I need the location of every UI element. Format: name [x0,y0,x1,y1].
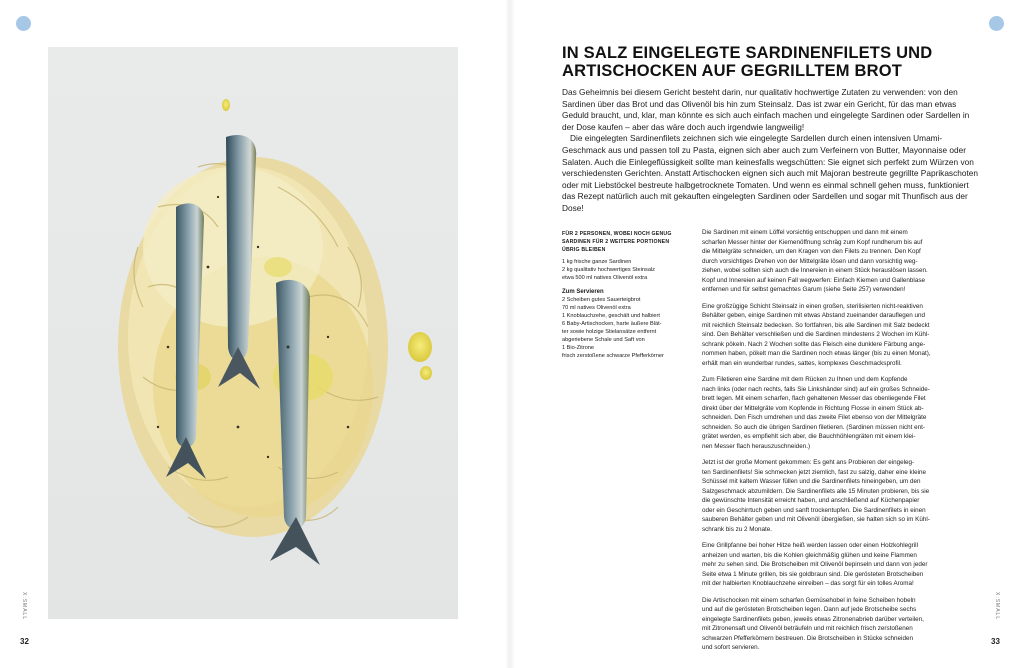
recipe-title-line: IN SALZ EINGELEGTE SARDINENFILETS UND [562,44,933,62]
method-line: ziehen, wobei sollten sich auch die Innereien in einem Stück herauslösen lassen. [702,267,928,274]
recipe-intro [562,87,980,215]
left-corner-dot [16,16,31,31]
method-paragraph [702,596,977,653]
method-line: direkt über der Mittelgräte vom Kopfende in Richtung Flosse in einem Stück ab- [702,404,924,412]
left-page-number: 32 [20,637,29,646]
method-line: Kopf und Innereien auf keinen Fall wegwerfen: Einfach Kiemen und Gallenblase [702,276,925,284]
method-line: Seite etwa 1 Minute grillen, bis sie goldbraun sind. Die gerösteten Brotscheiben [702,570,924,578]
method-line: Eine Grillpfanne bei hoher Hitze heiß werden lassen oder einen Holzkohlegrill [702,542,918,549]
method-line: nach links (oder nach rechts, falls Sie Linkshänder sind) auf ein großes Schneide- [702,385,930,393]
ingredient-item: 1 Knoblauchzehe, geschält und halbiert [562,313,660,319]
method-line: die Mittelgräte schneiden, um den Kragen von den Filets zu trennen. Den Kopf [702,248,921,255]
method-line: und auf die gerösteten Brotscheiben legen. Dann auf jede Brotscheibe sechs [702,606,917,613]
ingredient-item: 1 kg frische ganze Sardinen [562,259,632,265]
ingredient-item: 2 Scheiben gutes Sauerteigbrot [562,297,641,303]
method-line: sauberen Behälter geben und mit Olivenöl übergießen, sie halten sich so im Kühl- [702,516,930,523]
method-line: mit der halbierten Knoblauchzehe einreiben – das sorgt für ein tolles Aroma! [702,580,914,587]
method-line: schrank bis zu 2 Monate. [702,525,773,533]
method-line: eingelegte Sardinenfilets geben, jeweils etwas Zitronenabrieb darüber verteilen, [702,615,924,623]
method-line: schrank pökeln. Nach 2 Wochen sollte das Fleisch eine dunklere Färbung ange- [702,340,926,348]
method-line: brett legen. Mit einem scharfen, flach gehaltenen Messer das obenliegende Filet [702,395,926,402]
sardine-dish-photo [48,47,458,619]
method-line: durch vorsichtiges Drehen von der Mittelgräte lösen und dann vorsichtig weg- [702,257,918,265]
serving-ingredients [562,288,687,360]
method-line: mit reichlich Steinsalz bedecken. So fortfahren, bis alle Sardinen mit Salz bedeckt [702,321,930,329]
right-side-label: X:SMALL [994,592,1000,621]
method-paragraph [702,458,977,534]
method-line: ten Sardinenfilets! Sie schmecken jetzt ziemlich, fast zu salzig, daher eine kleine [702,468,927,476]
method-line: und sofort servieren. [702,644,760,651]
intro-paragraph: Die eingelegten Sardinenfilets zeichnen sich wie eingelegte Sardellen durch einen intensiven Umami-Geschmack aus und passen toll zu Pasta, eignen sich aber auch zum Verfeinern von Butter, Mayonnaise oder Salaten. Auch die Einlegeflüssigkeit sollte man keinesfalls wegschütten: Sie eignet sich perfekt zum Würzen von verschiedensten Gerichten. Anstatt Artischocken eignen sich auch mit Majoran bestreute gegrillte Paprikaschoten oder mit Liebstöckel bestreute halbgetrocknete Tomaten. Und wenn es einmal schnell gehen muss, funktioniert das Rezept natürlich auch mit gekauften eingelegten Sardinen oder Sardellen und sogar mit Thunfisch aus der Dose! [562,133,978,213]
ingredient-item: 70 ml natives Olivenöl extra [562,305,631,311]
serving-subheading: Zum Servieren [562,289,604,295]
ingredient-item: 1 Bio-Zitrone [562,345,595,351]
photo-illustration [48,47,458,619]
right-corner-dot [989,16,1004,31]
method-line: schneiden. So auch die übrigen Sardinen filetieren. (Sardinen müssen nicht ent- [702,423,925,431]
method-line: nommen haben, pökelt man die Sardinen noch etwas länger (bis zu einen Monat), [702,350,931,357]
recipe-title-line: ARTISCHOCKEN AUF GEGRILLTEM BROT [562,62,903,80]
method-paragraph [702,541,977,589]
ingredient-item: frisch zerstoßene schwarze Pfefferkörner [562,353,664,359]
servings-heading-line: SARDINEN FÜR 2 WEITERE PORTIONEN [562,239,670,245]
method-line: schwarzen Pfefferkörnern bestreuen. Die Brotscheiben in Stücke schneiden [702,634,913,642]
method-line: Jetzt ist der große Moment gekommen: Es geht ans Probieren der eingeleg- [702,459,915,466]
intro-paragraph: Das Geheimnis bei diesem Gericht besteht darin, nur qualitativ hochwertige Zutaten zu verwenden: von den Sardinen über das Brot und das Olivenöl bis hin zum Steinsalz. Das ist zwar ein Gericht, für das man etwas Geduld braucht, und, klar, man könnte es sich auch einfach machen und eingelegte Sardinen oder Sardellen in der Dose kaufen – aber das wäre doch auch irgendwie langweilig! [562,87,970,132]
method-line: entfernen und für selbst gemachtes Garum (siehe Seite 257) verwenden! [702,286,906,293]
method-line: die gewünschte Intensität erreicht haben, und anschließend auf Küchenpapier [702,497,920,504]
method-line: Die Artischocken mit einem scharfen Gemüsehobel in feine Scheiben hobeln [702,596,916,604]
ingredients-list [562,230,687,360]
method-line: mit Zitronensaft und Olivenöl beträufeln und mit reichlich frisch zerstoßenen [702,625,913,632]
method-line: oder ein Geschirrtuch geben und sanft trockentupfen. Die Sardinenfilets in einen [702,506,926,514]
recipe-title [562,44,992,80]
method-line: Die Sardinen mit einem Löffel vorsichtig entschuppen und dann mit einem [702,229,908,236]
method-line: sind. Den Behälter verschließen und die Sardinen mindestens 2 Wochen im Kühl- [702,331,930,338]
servings-heading-line: ÜBRIG BLEIBEN [562,247,606,253]
ingredient-item: 2 kg qualitativ hochwertiges Steinsalz [562,267,655,273]
method-paragraph [702,375,977,451]
ingredient-item: 6 Baby-Artischocken, harte äußere Blät- [562,321,662,327]
method-line: nen Messer flach herauszuschneiden.) [702,442,811,450]
left-side-label: X:SMALL [21,592,27,621]
ingredient-item: ter sowie holzige Stielansätze entfernt [562,329,657,335]
method-line: Zum Filetieren eine Sardine mit dem Rücken zu Ihnen und dem Kopfende [702,376,908,383]
method-line: Eine großzügige Schicht Steinsalz in einen großen, sterilisierten nicht-reaktiven [702,302,923,310]
recipe-method [702,228,977,660]
ingredient-item: etwa 500 ml natives Olivenöl extra [562,275,648,281]
right-page-number: 33 [991,637,1000,646]
method-line: Behälter geben, einige Sardinen mit etwas Abstand zueinander darauflegen und [702,312,925,319]
method-paragraph [702,228,977,295]
method-line: Schüssel mit kaltem Wasser füllen und die Sardinenfilets hineingeben, um den [702,478,921,485]
servings-heading-line: FÜR 2 PERSONEN, WOBEI NOCH GENUG [562,231,672,237]
method-paragraph [702,302,977,369]
method-line: scharfen Messer hinter der Kiemenöffnung schräg zum Kopf rundherum bis auf [702,238,923,246]
servings-heading [562,230,687,254]
ingredient-item: abgeriebene Schale und Saft von [562,337,645,343]
method-line: erhält man ein wunderbar rundes, sattes, komplexes Geschmacksprofil. [702,359,902,367]
method-line: anheizen und warten, bis die Kohlen gleichmäßig glühen und keine Flammen [702,551,917,559]
page-gutter [505,0,515,668]
method-line: grätet werden, es empfiehlt sich aber, die Bauchhöhlengräten mit einem klei- [702,433,916,440]
method-line: Salzgeschmack abzumildern. Die Sardinenfilets alle 15 Minuten probieren, bis sie [702,487,930,495]
method-line: mehr zu sehen sind. Die Brotscheiben mit Olivenöl bepinseln und dann von jeder [702,561,928,568]
method-line: schneiden. Den Fisch umdrehen und das zweite Filet ebenso von der Mittelgräte [702,414,927,421]
